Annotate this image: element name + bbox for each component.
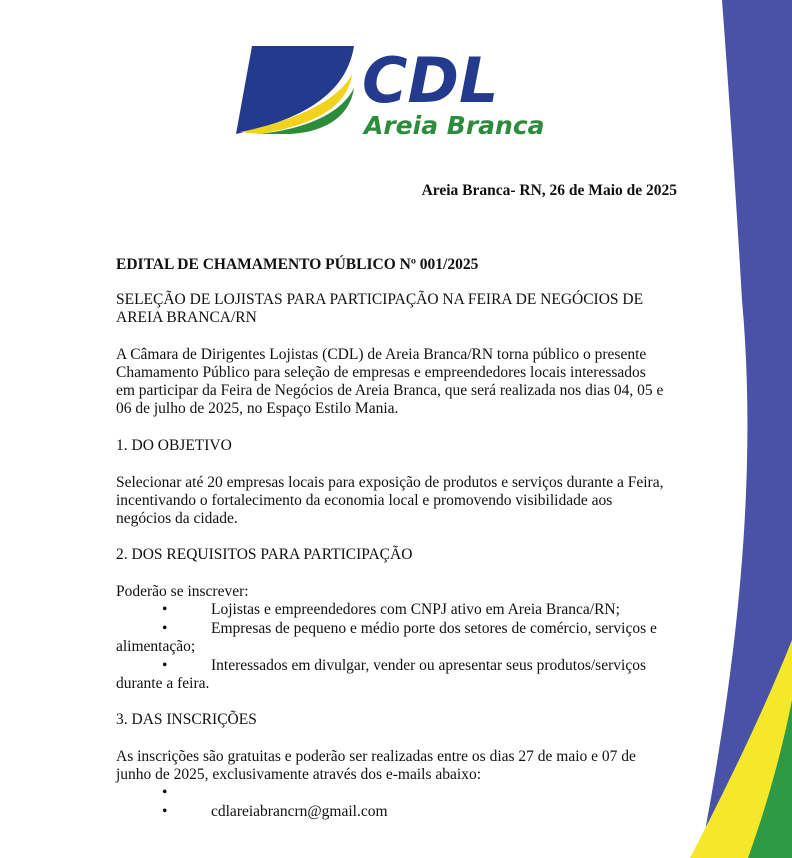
bullet-dot: •	[162, 657, 168, 674]
intro-line-4: 06 de julho de 2025, no Espaço Estilo Mania.	[116, 400, 399, 417]
section2-lead: Poderão se inscrever:	[116, 583, 249, 600]
section2-heading: 2. DOS REQUISITOS PARA PARTICIPAÇÃO	[116, 546, 413, 563]
email-address: cdlareiabrancrn@gmail.com	[211, 803, 388, 820]
list-item	[116, 784, 686, 802]
bullet-dot: •	[162, 784, 168, 801]
bullet-line-1: Empresas de pequeno e médio porte dos setores de comércio, serviços e	[211, 620, 657, 637]
bullet-dot: •	[162, 803, 168, 820]
section1-heading: 1. DO OBJETIVO	[116, 437, 232, 454]
intro-line-3: em participar da Feira de Negócios de Areia Branca, que será realizada nos dias 04, 05 e	[116, 382, 664, 399]
subject-line-2: AREIA BRANCA/RN	[116, 309, 257, 326]
logo-city-text: Areia Branca	[364, 111, 545, 140]
intro-line-2: Chamamento Público para seleção de empresas e empreendedores locais interessados	[116, 364, 646, 381]
subject-line-1: SELEÇÃO DE LOJISTAS PARA PARTICIPAÇÃO NA FEIRA DE NEGÓCIOS DE	[116, 291, 644, 308]
list-item	[116, 620, 686, 656]
bullet-line-2: durante a feira.	[116, 675, 210, 692]
cdl-logo	[230, 38, 560, 142]
section1-line-2: incentivando o fortalecimento da economia local e promovendo visibilidade aos	[116, 492, 613, 509]
document-title: EDITAL DE CHAMAMENTO PÚBLICO Nº 001/2025	[116, 256, 479, 273]
bullet-line-1: Lojistas e empreendedores com CNPJ ativo em Areia Branca/RN;	[211, 601, 620, 618]
logo-cdl-text: CDL	[362, 44, 499, 117]
bullet-dot: •	[162, 620, 168, 637]
section3-heading: 3. DAS INSCRIÇÕES	[116, 711, 257, 728]
section3-line-1: As inscrições são gratuitas e poderão ser realizadas entre os dias 27 de maio e 07 de	[116, 748, 636, 765]
bullet-line-2: alimentação;	[116, 638, 196, 655]
list-item	[116, 601, 686, 619]
section1-line-1: Selecionar até 20 empresas locais para exposição de produtos e serviços durante a Feira,	[116, 474, 664, 491]
list-item	[116, 657, 686, 693]
section3-line-2: junho de 2025, exclusivamente através dos e-mails abaixo:	[116, 766, 482, 783]
date-line: Areia Branca- RN, 26 de Maio de 2025	[421, 182, 677, 199]
email-item-empty	[116, 784, 686, 802]
intro-line-1: A Câmara de Dirigentes Lojistas (CDL) de Areia Branca/RN torna público o presente	[116, 346, 647, 363]
list-item	[116, 803, 686, 821]
section1-line-3: negócios da cidade.	[116, 510, 238, 527]
bullet-line-1: Interessados em divulgar, vender ou apresentar seus produtos/serviços	[211, 657, 646, 674]
bullet-dot: •	[162, 601, 168, 618]
